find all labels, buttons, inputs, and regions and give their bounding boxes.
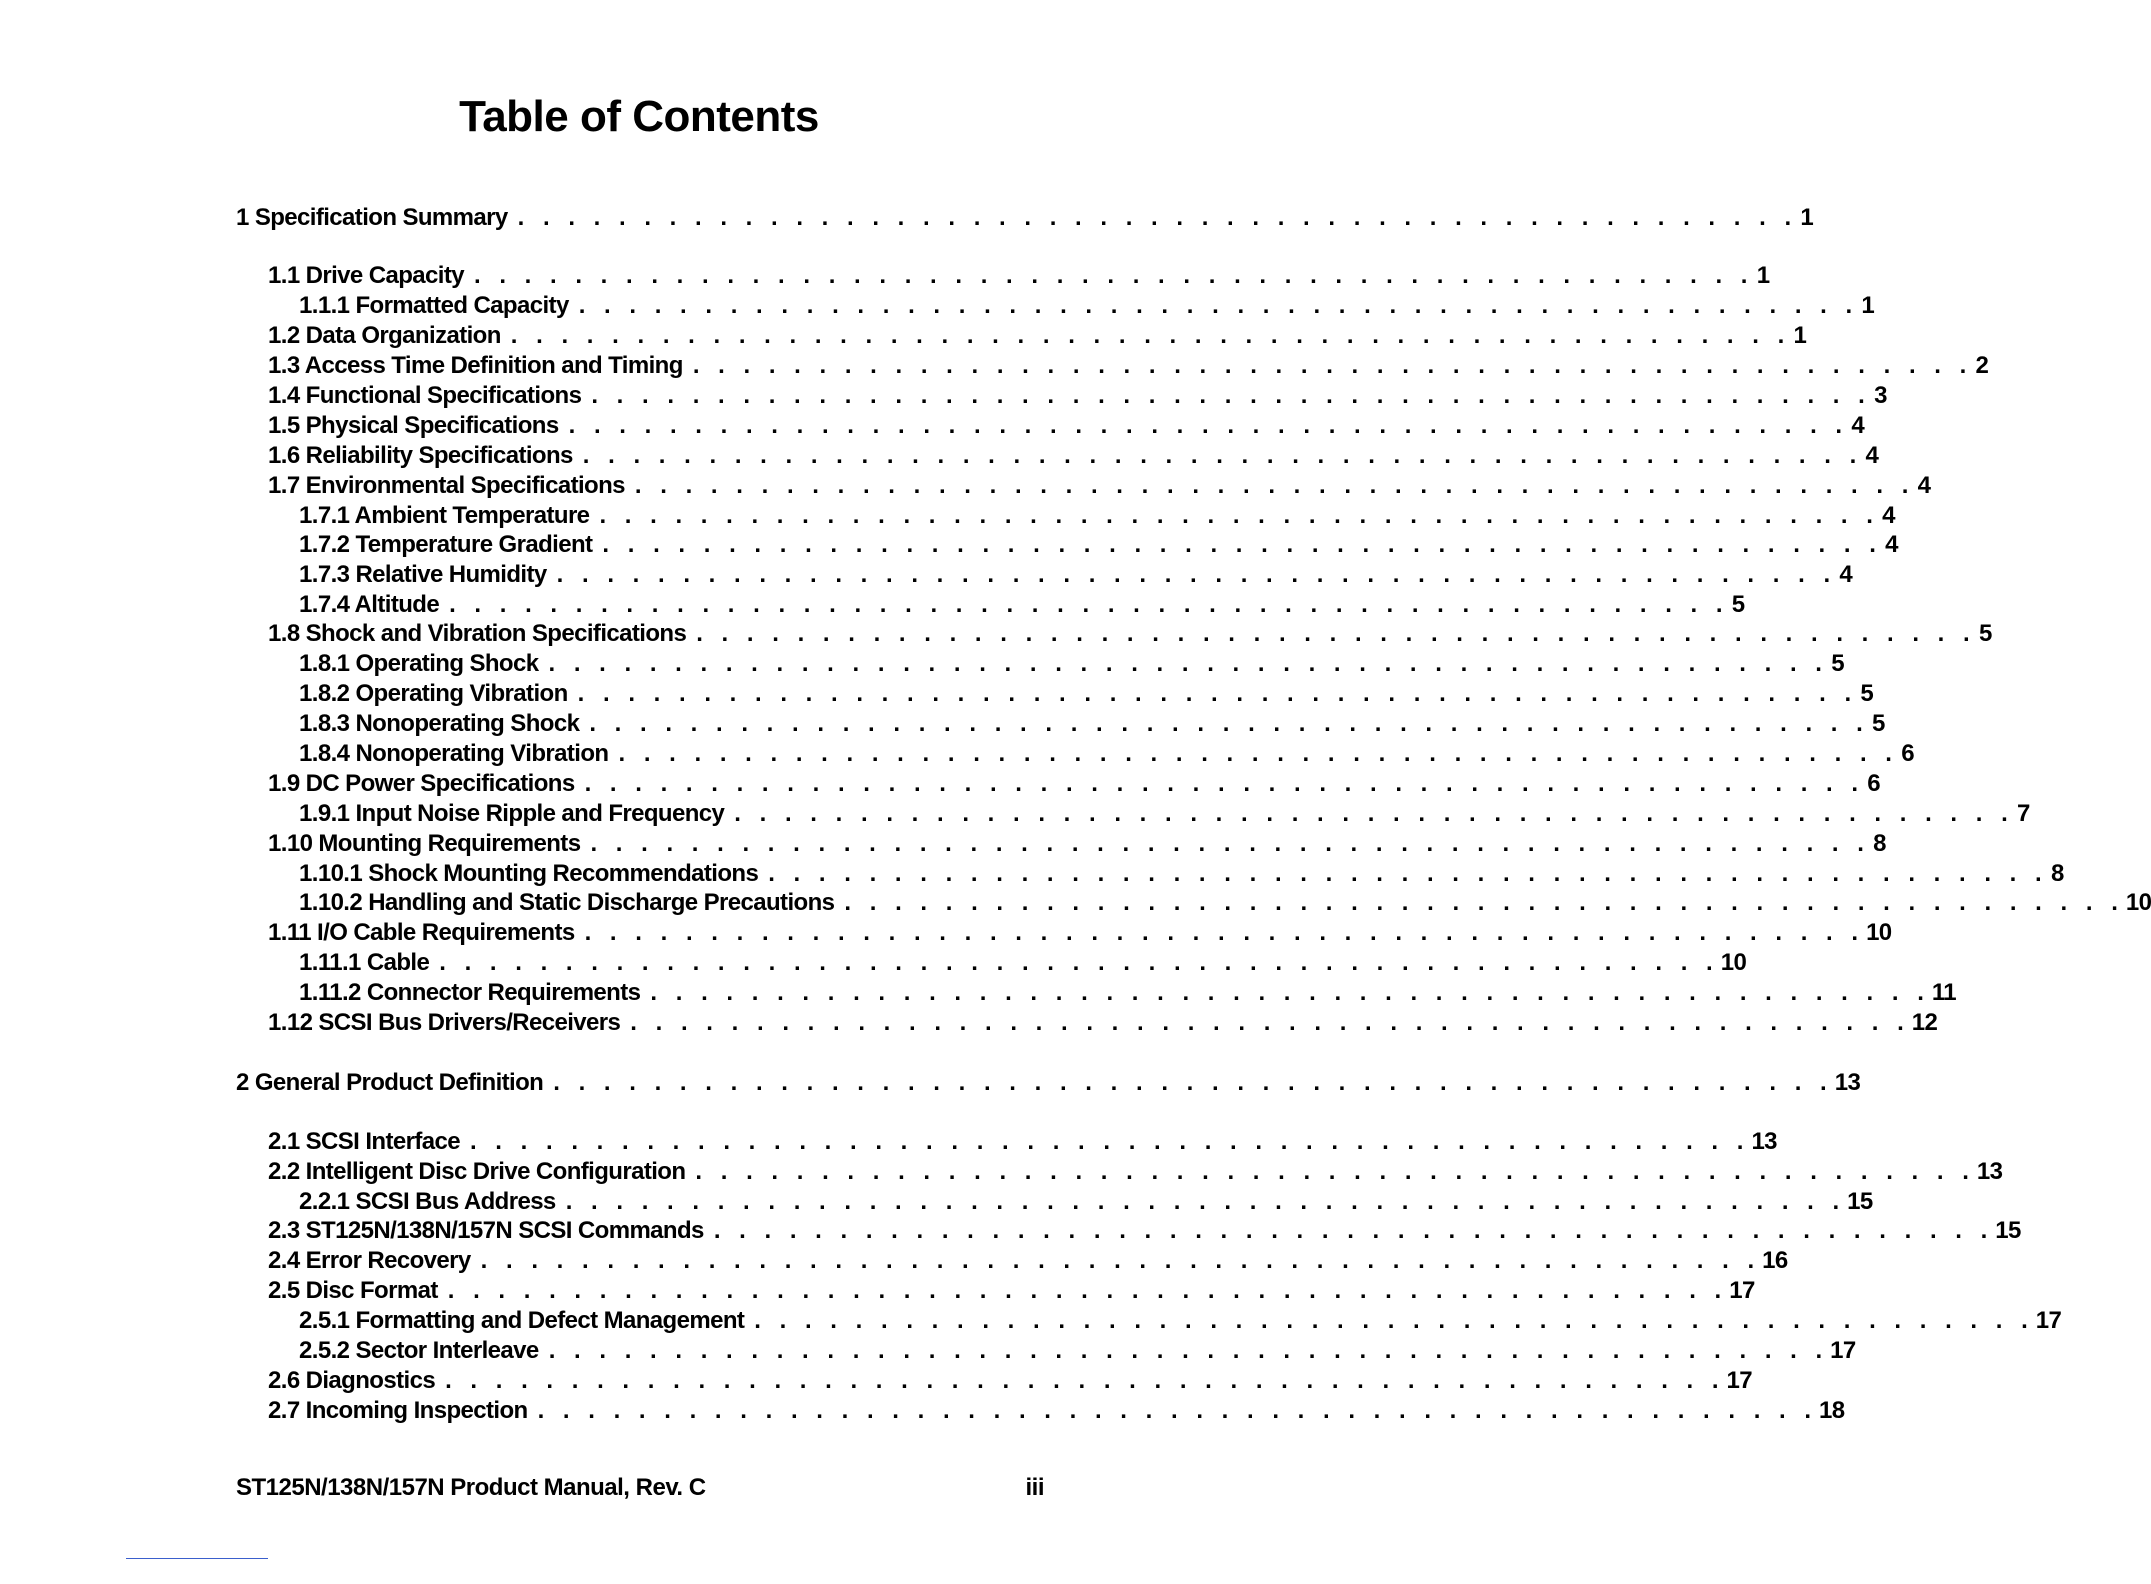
- toc-entry-label: 1.2 Data Organization: [268, 322, 501, 349]
- toc-entry-page: 1: [1861, 292, 1875, 319]
- toc-entry-page: 1: [1756, 262, 1770, 289]
- toc-entry-label: 2.5.2 Sector Interleave: [299, 1337, 539, 1364]
- toc-entry: [299, 859, 2064, 889]
- toc-entry-label: 1.8.3 Nonoperating Shock: [299, 710, 580, 737]
- toc-entry-page: 7: [2017, 800, 2030, 827]
- toc-entry-label: 1 Specification Summary: [236, 204, 508, 231]
- toc-dot-leader: . . . . . . . . . . . . . . . . . . . . . . . . . . . . . . . . . . . . . . . . . . . . . . . . . . .: [447, 1277, 1728, 1304]
- toc-entry-label: 1.7.3 Relative Humidity: [299, 561, 547, 588]
- toc-dot-leader: . . . . . . . . . . . . . . . . . . . . . . . . . . . . . . . . . . . . . . . . . . . . . . . . . . .: [510, 322, 1791, 349]
- toc-dot-leader: . . . . . . . . . . . . . . . . . . . . . . . . . . . . . . . . . . . . . . . . . . . . . . . . . . .: [556, 561, 1837, 588]
- footer-page-number: iii: [1025, 1474, 1044, 1501]
- toc-entry-label: 2.5 Disc Format: [268, 1277, 438, 1304]
- toc-dot-leader: . . . . . . . . . . . . . . . . . . . . . . . . . . . . . . . . . . . . . . . . . . . . . . . . . . .: [630, 1009, 1910, 1036]
- toc-entry-page: 10: [2125, 889, 2151, 916]
- toc-entry-page: 5: [1831, 650, 1844, 677]
- toc-entry-label: 1.9.1 Input Noise Ripple and Frequency: [299, 800, 725, 827]
- toc-dot-leader: . . . . . . . . . . . . . . . . . . . . . . . . . . . . . . . . . . . . . . . . . . . . . . . . . . .: [713, 1217, 1994, 1244]
- toc-entry: [299, 530, 1898, 560]
- toc-entry: [299, 978, 1957, 1008]
- toc-entry: [268, 351, 1989, 381]
- toc-entry-label: 1.6 Reliability Specifications: [268, 442, 573, 469]
- toc-entry-label: 2.2.1 SCSI Bus Address: [299, 1188, 556, 1215]
- toc-entry: [236, 1068, 1861, 1098]
- toc-entry-page: 5: [1731, 591, 1745, 618]
- toc-entry-label: 1.11.1 Cable: [299, 949, 430, 976]
- toc-dot-leader: . . . . . . . . . . . . . . . . . . . . . . . . . . . . . . . . . . . . . . . . . . . . . . . . . . .: [445, 1367, 1725, 1394]
- toc-entry: [268, 918, 1892, 948]
- toc-entry-page: 5: [1978, 620, 1992, 647]
- toc-dot-leader: . . . . . . . . . . . . . . . . . . . . . . . . . . . . . . . . . . . . . . . . . . . . . . . . . . .: [449, 591, 1729, 618]
- toc-dot-leader: . . . . . . . . . . . . . . . . . . . . . . . . . . . . . . . . . . . . . . . . . . . . . . . . . . .: [553, 1069, 1833, 1096]
- toc-entry-label: 1.11.2 Connector Requirements: [299, 979, 641, 1006]
- toc-dot-leader: . . . . . . . . . . . . . . . . . . . . . . . . . . . . . . . . . . . . . . . . . . . . . . . . . . .: [537, 1397, 1818, 1424]
- toc-dot-leader: . . . . . . . . . . . . . . . . . . . . . . . . . . . . . . . . . . . . . . . . . . . . . . . . . . .: [582, 442, 1863, 469]
- toc-entry: [299, 679, 1874, 709]
- toc-entry: [268, 1216, 2021, 1246]
- toc-entry-page: 15: [1995, 1217, 2021, 1244]
- toc-dot-leader: . . . . . . . . . . . . . . . . . . . . . . . . . . . . . . . . . . . . . . . . . . . . . . . . . . .: [480, 1247, 1761, 1274]
- toc-dot-leader: . . . . . . . . . . . . . . . . . . . . . . . . . . . . . . . . . . . . . . . . . . . . . . . . . . .: [602, 531, 1882, 558]
- toc-dot-leader: . . . . . . . . . . . . . . . . . . . . . . . . . . . . . . . . . . . . . . . . . . . . . . . . . . .: [565, 1188, 1846, 1215]
- toc-dot-leader: . . . . . . . . . . . . . . . . . . . . . . . . . . . . . . . . . . . . . . . . . . . . . . . . . . .: [589, 710, 1869, 737]
- toc-entry-label: 2.4 Error Recovery: [268, 1247, 471, 1274]
- toc-entry-label: 2.3 ST125N/138N/157N SCSI Commands: [268, 1217, 704, 1244]
- toc-entry: [268, 1127, 1777, 1157]
- toc-entry: [268, 411, 1865, 441]
- toc-entry: [299, 1306, 2062, 1336]
- toc-entry-page: 10: [1720, 949, 1747, 976]
- toc-dot-leader: . . . . . . . . . . . . . . . . . . . . . . . . . . . . . . . . . . . . . . . . . . . . . . . . . . .: [584, 919, 1865, 946]
- toc-dot-leader: . . . . . . . . . . . . . . . . . . . . . . . . . . . . . . . . . . . . . . . . . . . . . . . . . . .: [734, 800, 2014, 827]
- toc-entry: [299, 888, 2151, 918]
- toc-dot-leader: . . . . . . . . . . . . . . . . . . . . . . . . . . . . . . . . . . . . . . . . . . . . . . . . . . .: [591, 382, 1871, 409]
- toc-entry-label: 1.4 Functional Specifications: [268, 382, 582, 409]
- toc-entry-page: 17: [1726, 1367, 1753, 1394]
- toc-entry-page: 13: [1976, 1158, 2003, 1185]
- toc-entry-page: 5: [1860, 680, 1874, 707]
- toc-dot-leader: . . . . . . . . . . . . . . . . . . . . . . . . . . . . . . . . . . . . . . . . . . . . . . . . . . .: [577, 680, 1858, 707]
- toc-entry-label: 1.10.2 Handling and Static Discharge Precautions: [299, 889, 835, 916]
- toc-entry: [268, 321, 1807, 351]
- toc-entry: [299, 1336, 1856, 1366]
- page-footer: [236, 1474, 1044, 1502]
- toc-entry: [299, 501, 1895, 531]
- toc-entry-page: 4: [1839, 561, 1853, 588]
- toc-entry: [268, 829, 1886, 859]
- toc-dot-leader: . . . . . . . . . . . . . . . . . . . . . . . . . . . . . . . . . . . . . . . . . . . . . . . . . . .: [584, 770, 1865, 797]
- toc-entry: [299, 739, 1914, 769]
- toc-entry-label: 1.11 I/O Cable Requirements: [268, 919, 575, 946]
- toc-dot-leader: . . . . . . . . . . . . . . . . . . . . . . . . . . . . . . . . . . . . . . . . . . . . . . . . . . .: [599, 502, 1879, 529]
- toc-entry: [268, 1157, 2003, 1187]
- toc-entry-label: 2.2 Intelligent Disc Drive Configuration: [268, 1158, 686, 1185]
- toc-entry: [268, 1366, 1753, 1396]
- toc-entry-label: 1.8.1 Operating Shock: [299, 650, 539, 677]
- toc-entry-label: 2.7 Incoming Inspection: [268, 1397, 528, 1424]
- toc-dot-leader: . . . . . . . . . . . . . . . . . . . . . . . . . . . . . . . . . . . . . . . . . . . . . . . . . . .: [473, 262, 1754, 289]
- toc-entry: [268, 1276, 1755, 1306]
- toc-entry-label: 1.7.4 Altitude: [299, 591, 440, 618]
- toc-dot-leader: . . . . . . . . . . . . . . . . . . . . . . . . . . . . . . . . . . . . . . . . . . . . . . . . . . .: [439, 949, 1719, 976]
- toc-entry-page: 1: [1793, 322, 1807, 349]
- toc-entry-label: 1.8 Shock and Vibration Specifications: [268, 620, 687, 647]
- toc-entry-label: 1.1 Drive Capacity: [268, 262, 464, 289]
- toc-entry-label: 1.7.2 Temperature Gradient: [299, 531, 593, 558]
- toc-entry: [268, 769, 1881, 799]
- toc-entry: [299, 709, 1885, 739]
- toc-dot-leader: . . . . . . . . . . . . . . . . . . . . . . . . . . . . . . . . . . . . . . . . . . . . . . . . . . .: [517, 204, 1798, 231]
- toc-entry-page: 12: [1911, 1009, 1938, 1036]
- toc-entry: [268, 619, 1992, 649]
- toc-dot-leader: . . . . . . . . . . . . . . . . . . . . . . . . . . . . . . . . . . . . . . . . . . . . . . . . . . .: [692, 352, 1973, 379]
- toc-entry-page: 4: [1851, 412, 1865, 439]
- toc-entry: [299, 948, 1747, 978]
- toc-dot-leader: . . . . . . . . . . . . . . . . . . . . . . . . . . . . . . . . . . . . . . . . . . . . . . . . . . .: [650, 979, 1930, 1006]
- toc-entry: [268, 381, 1887, 411]
- toc-entry-page: 18: [1819, 1397, 1845, 1424]
- toc-entry-label: 2.6 Diagnostics: [268, 1367, 436, 1394]
- toc-dot-leader: . . . . . . . . . . . . . . . . . . . . . . . . . . . . . . . . . . . . . . . . . . . . . . . . . . .: [768, 860, 2048, 887]
- toc-entry-label: 1.12 SCSI Bus Drivers/Receivers: [268, 1009, 621, 1036]
- toc-entry-page: 16: [1762, 1247, 1788, 1274]
- toc-entry: [268, 1008, 1938, 1038]
- toc-entry: [299, 1187, 1873, 1217]
- toc-entry-label: 1.1.1 Formatted Capacity: [299, 292, 569, 319]
- toc-dot-leader: . . . . . . . . . . . . . . . . . . . . . . . . . . . . . . . . . . . . . . . . . . . . . . . . . . .: [590, 830, 1870, 857]
- toc-entry-label: 2.1 SCSI Interface: [268, 1128, 460, 1155]
- toc-dot-leader: . . . . . . . . . . . . . . . . . . . . . . . . . . . . . . . . . . . . . . . . . . . . . . . . . . .: [844, 889, 2124, 916]
- toc-entry-page: 13: [1751, 1128, 1777, 1155]
- toc-entry-label: 1.3 Access Time Definition and Timing: [268, 352, 683, 379]
- toc-entry-page: 4: [1882, 502, 1895, 529]
- toc-entry: [268, 471, 1931, 501]
- toc-entry-page: 13: [1834, 1069, 1861, 1096]
- toc-dot-leader: . . . . . . . . . . . . . . . . . . . . . . . . . . . . . . . . . . . . . . . . . . . . . . . . . . .: [695, 1158, 1975, 1185]
- toc-entry: [299, 560, 1853, 590]
- page-title: Table of Contents: [459, 92, 819, 141]
- toc-entry: [268, 1396, 1845, 1426]
- toc-entry-page: 5: [1872, 710, 1885, 737]
- toc-entry-label: 1.7 Environmental Specifications: [268, 472, 625, 499]
- toc-entry-label: 1.7.1 Ambient Temperature: [299, 502, 590, 529]
- toc-entry-page: 6: [1901, 740, 1914, 767]
- toc-entry: [299, 590, 1745, 620]
- toc-dot-leader: . . . . . . . . . . . . . . . . . . . . . . . . . . . . . . . . . . . . . . . . . . . . . . . . . . .: [548, 650, 1828, 677]
- toc-entry: [268, 441, 1879, 471]
- toc-entry-label: 1.8.2 Operating Vibration: [299, 680, 568, 707]
- corner-rule: [126, 1558, 268, 1559]
- toc-dot-leader: . . . . . . . . . . . . . . . . . . . . . . . . . . . . . . . . . . . . . . . . . . . . . . . . . . .: [548, 1337, 1829, 1364]
- toc-entry-page: 6: [1867, 770, 1881, 797]
- footer-manual-title: ST125N/138N/157N Product Manual, Rev. C: [236, 1474, 706, 1501]
- toc-dot-leader: . . . . . . . . . . . . . . . . . . . . . . . . . . . . . . . . . . . . . . . . . . . . . . . . . . .: [469, 1128, 1750, 1155]
- toc-entry: [299, 649, 1844, 679]
- toc-entry-page: 11: [1931, 979, 1957, 1006]
- toc-entry-page: 4: [1865, 442, 1879, 469]
- toc-entry-label: 1.8.4 Nonoperating Vibration: [299, 740, 609, 767]
- toc-entry: [268, 261, 1770, 291]
- toc-entry: [299, 291, 1875, 321]
- toc-entry-page: 4: [1885, 531, 1898, 558]
- toc-entry-page: 17: [2035, 1307, 2062, 1334]
- toc-entry-page: 8: [2050, 860, 2064, 887]
- toc-entry-page: 1: [1800, 204, 1814, 231]
- toc-entry-label: 1.10.1 Shock Mounting Recommendations: [299, 860, 759, 887]
- toc-dot-leader: . . . . . . . . . . . . . . . . . . . . . . . . . . . . . . . . . . . . . . . . . . . . . . . . . . .: [634, 472, 1915, 499]
- toc-dot-leader: . . . . . . . . . . . . . . . . . . . . . . . . . . . . . . . . . . . . . . . . . . . . . . . . . . .: [568, 412, 1849, 439]
- toc-entry-page: 4: [1917, 472, 1931, 499]
- toc-dot-leader: . . . . . . . . . . . . . . . . . . . . . . . . . . . . . . . . . . . . . . . . . . . . . . . . . . .: [696, 620, 1976, 647]
- toc-dot-leader: . . . . . . . . . . . . . . . . . . . . . . . . . . . . . . . . . . . . . . . . . . . . . . . . . . .: [618, 740, 1898, 767]
- toc-entry: [299, 799, 2030, 829]
- toc-entry-page: 3: [1874, 382, 1887, 409]
- toc-entry-page: 17: [1729, 1277, 1755, 1304]
- toc-entry-page: 15: [1847, 1188, 1873, 1215]
- toc-entry: [268, 1246, 1788, 1276]
- toc-entry-label: 2 General Product Definition: [236, 1069, 544, 1096]
- toc-entry-page: 10: [1866, 919, 1892, 946]
- toc-entry-label: 1.5 Physical Specifications: [268, 412, 559, 439]
- toc-entry-page: 17: [1830, 1337, 1856, 1364]
- toc-entry-label: 1.10 Mounting Requirements: [268, 830, 581, 857]
- toc-entry-page: 2: [1975, 352, 1989, 379]
- toc-entry: [236, 203, 1814, 233]
- toc-entry-page: 8: [1873, 830, 1886, 857]
- toc-entry-label: 2.5.1 Formatting and Defect Management: [299, 1307, 745, 1334]
- toc-entry-label: 1.9 DC Power Specifications: [268, 770, 575, 797]
- toc-dot-leader: . . . . . . . . . . . . . . . . . . . . . . . . . . . . . . . . . . . . . . . . . . . . . . . . . . .: [754, 1307, 2034, 1334]
- toc-dot-leader: . . . . . . . . . . . . . . . . . . . . . . . . . . . . . . . . . . . . . . . . . . . . . . . . . . .: [578, 292, 1859, 319]
